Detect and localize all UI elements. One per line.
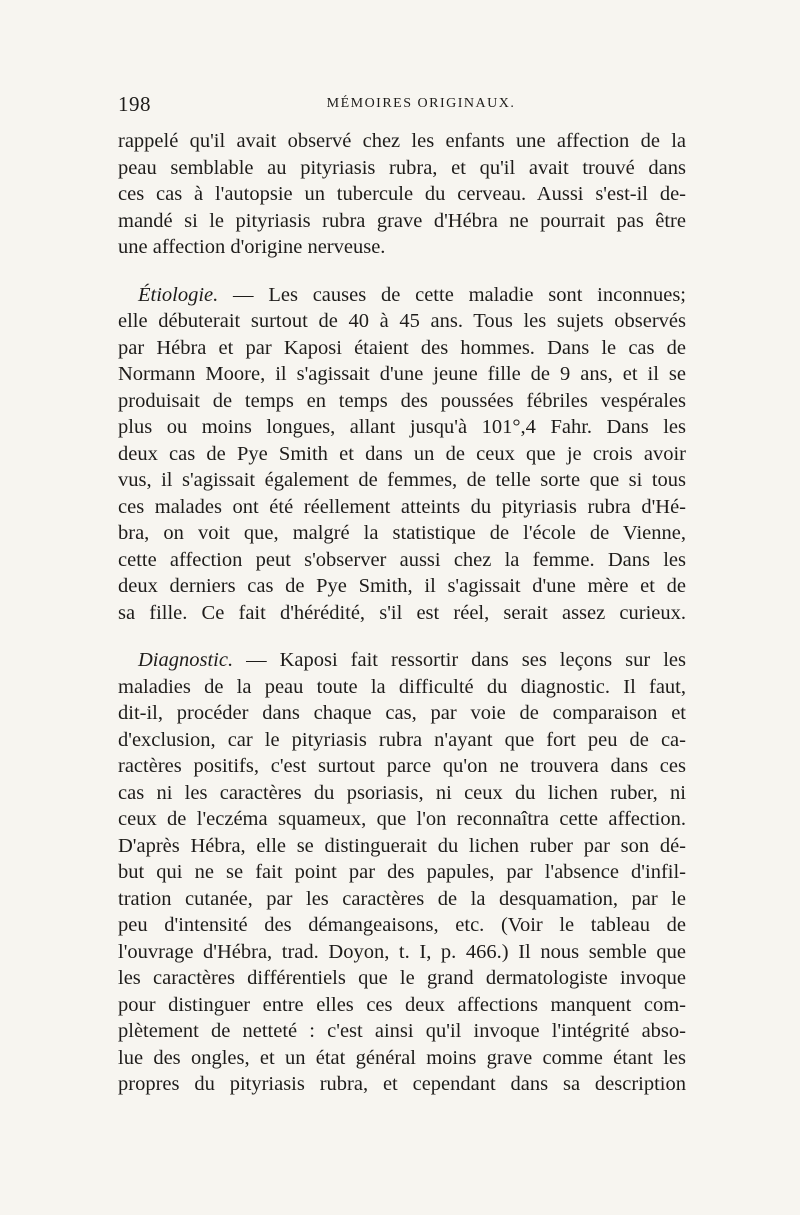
body-text: [118, 128, 686, 1098]
running-title: MÉMOIRES ORIGINAUX.: [326, 96, 516, 111]
page-number: 198: [118, 92, 151, 116]
page-header: [118, 92, 684, 122]
text-line: ces malades ont été réellement atteints du pityriasis rubra d'Hé-: [118, 495, 686, 518]
paragraph-diagnostic: [118, 647, 686, 1098]
text-line: propres du pityriasis rubra, et cependant dans sa description: [118, 1073, 686, 1095]
text-line: bra, on voit que, malgré la statistique de l'école de Vienne,: [118, 522, 686, 544]
text-line: plètement de netteté : c'est ainsi qu'il invoque l'intégrité abso-: [118, 1020, 686, 1042]
text-line: l'ouvrage d'Hébra, trad. Doyon, t. I, p. 466.) Il nous semble que: [118, 940, 686, 963]
text-line: peau semblable au pityriasis rubra, et qu'il avait trouvé dans: [118, 156, 686, 179]
paragraph-continuation: [118, 128, 686, 261]
text-line: peu d'intensité des démangeaisons, etc. (Voir le tableau de: [118, 914, 686, 936]
text-line: sa fille. Ce fait d'hérédité, s'il est réel, serait assez curieux.: [118, 601, 686, 624]
text-line: par Hébra et par Kaposi étaient des hommes. Dans le cas de: [118, 336, 686, 359]
text-line: ces cas à l'autopsie un tubercule du cerveau. Aussi s'est-il de-: [118, 183, 686, 205]
text-line: plus ou moins longues, allant jusqu'à 101°,4 Fahr. Dans les: [118, 416, 686, 438]
text-line: maladies de la peau toute la difficulté du diagnostic. Il faut,: [118, 675, 686, 698]
text-line: deux cas de Pye Smith et dans un de ceux que je crois avoir: [118, 442, 686, 465]
text-line: les caractères différentiels que le grand dermatologiste invoque: [118, 967, 686, 989]
text-line: d'exclusion, car le pityriasis rubra n'ayant que fort peu de ca-: [118, 728, 686, 751]
text-line: produisait de temps en temps des poussées fébriles vespérales: [118, 389, 686, 412]
text-line: [118, 282, 686, 309]
text-line: D'après Hébra, elle se distinguerait du lichen ruber par son dé-: [118, 834, 686, 857]
text-line: elle débuterait surtout de 40 à 45 ans. Tous les sujets observés: [118, 310, 686, 332]
text-line: deux derniers cas de Pye Smith, il s'agissait d'une mère et de: [118, 575, 686, 597]
text-line: cas ni les caractères du psoriasis, ni ceux du lichen ruber, ni: [118, 781, 686, 804]
text-fragment: — Kaposi fait ressortir dans ses leçons sur les: [233, 649, 686, 671]
text-line: ceux de l'eczéma squameux, que l'on reconnaîtra cette affection.: [118, 808, 686, 830]
text-line: cette affection peut s'observer aussi chez la femme. Dans les: [118, 548, 686, 571]
text-line: lue des ongles, et un état général moins grave comme étant les: [118, 1046, 686, 1069]
text-line: [118, 647, 686, 674]
section-heading-diagnostic: Diagnostic.: [138, 649, 234, 671]
text-line: rappelé qu'il avait observé chez les enfants une affection de la: [118, 130, 686, 152]
text-line: mandé si le pityriasis rubra grave d'Hébra ne pourrait pas être: [118, 209, 686, 232]
paragraph-etiologie: [118, 282, 686, 627]
text-line: but qui ne se fait point par des papules, par l'absence d'infil-: [118, 861, 686, 883]
text-line: ractères positifs, c'est surtout parce qu'on ne trouvera dans ces: [118, 755, 686, 777]
text-line: une affection d'origine nerveuse.: [118, 236, 386, 258]
text-fragment: — Les causes de cette maladie sont inconnues;: [218, 283, 686, 306]
text-line: tration cutanée, par les caractères de la desquamation, par le: [118, 887, 686, 910]
text-line: vus, il s'agissait également de femmes, de telle sorte que si tous: [118, 469, 686, 491]
text-line: Normann Moore, il s'agissait d'une jeune fille de 9 ans, et il se: [118, 363, 686, 385]
text-line: dit-il, procéder dans chaque cas, par voie de comparaison et: [118, 702, 686, 724]
section-heading-etiologie: Étiologie.: [138, 283, 219, 306]
text-line: pour distinguer entre elles ces deux affections manquent com-: [118, 993, 686, 1016]
